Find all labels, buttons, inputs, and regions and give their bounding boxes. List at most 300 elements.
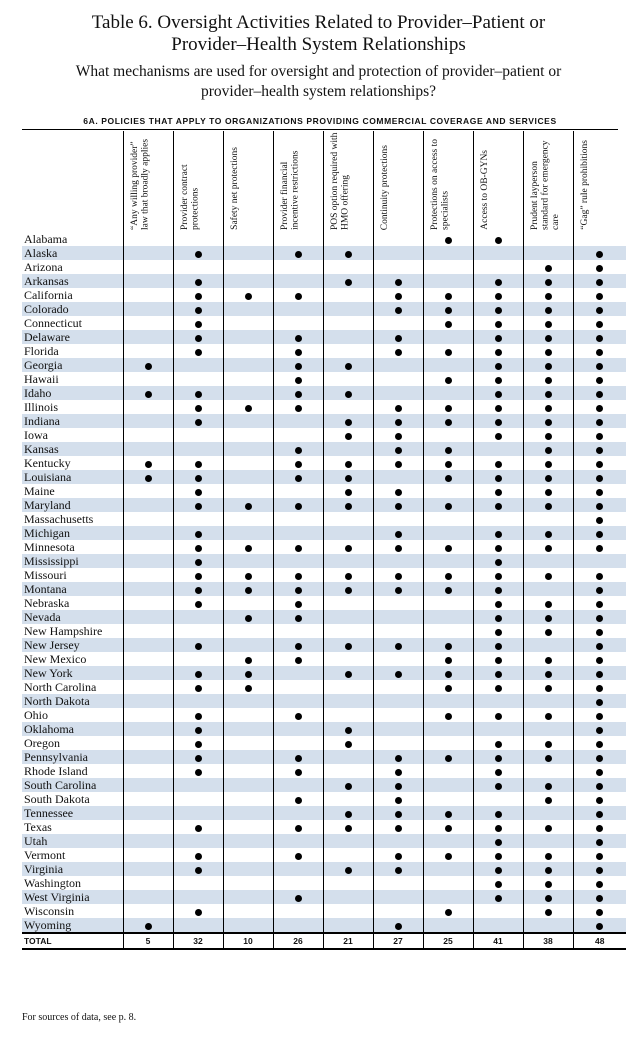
bullet-icon (295, 545, 302, 552)
table-cell (423, 302, 473, 316)
table-cell (373, 456, 423, 470)
table-cell (173, 848, 223, 862)
table-cell (423, 386, 473, 400)
table-cell (123, 876, 173, 890)
bullet-icon (445, 909, 452, 916)
bullet-icon (395, 433, 402, 440)
table-row (22, 302, 626, 316)
table-cell (123, 428, 173, 442)
table-cell (473, 694, 523, 708)
table-row (22, 428, 626, 442)
table-cell (523, 848, 573, 862)
bullet-icon (195, 769, 202, 776)
bullet-icon (545, 503, 552, 510)
state-name: West Virginia (22, 890, 123, 904)
bullet-icon (545, 741, 552, 748)
bullet-icon (495, 741, 502, 748)
table-cell (173, 428, 223, 442)
table-cell (373, 442, 423, 456)
bullet-icon (245, 545, 252, 552)
table-cell (523, 708, 573, 722)
bullet-icon (545, 573, 552, 580)
total-label: TOTAL (22, 933, 123, 949)
table-cell (273, 764, 323, 778)
table-cell (323, 666, 373, 680)
bullet-icon (495, 377, 502, 384)
table-cell (173, 638, 223, 652)
state-name: Pennsylvania (22, 750, 123, 764)
bullet-icon (195, 643, 202, 650)
state-name: Texas (24, 820, 52, 834)
bullet-icon (545, 601, 552, 608)
bullet-icon (345, 741, 352, 748)
bullet-icon (195, 335, 202, 342)
table-cell (223, 386, 273, 400)
table-cell (323, 512, 373, 526)
bullet-icon (445, 377, 452, 384)
table-cell (323, 232, 373, 246)
table-cell (123, 358, 173, 372)
table-cell (523, 526, 573, 540)
bullet-icon (295, 391, 302, 398)
table-cell (573, 778, 626, 792)
column-header-2 (223, 131, 273, 232)
state-name: Iowa (24, 428, 48, 442)
table-cell (573, 722, 626, 736)
table-cell (473, 512, 523, 526)
table-cell (173, 540, 223, 554)
table-cell (473, 680, 523, 694)
table-cell (423, 372, 473, 386)
table-cell (223, 414, 273, 428)
bullet-icon (395, 587, 402, 594)
table-cell (573, 862, 626, 876)
bullet-icon (596, 503, 603, 510)
table-cell (373, 750, 423, 764)
table-body (22, 232, 626, 949)
table-cell (373, 428, 423, 442)
table-cell (473, 288, 523, 302)
bullet-icon (495, 853, 502, 860)
table-cell (173, 596, 223, 610)
table-cell (573, 792, 626, 806)
bullet-icon (495, 545, 502, 552)
table-cell (523, 330, 573, 344)
table-cell (123, 918, 173, 933)
bullet-icon (545, 293, 552, 300)
table-cell (173, 470, 223, 484)
bullet-icon (596, 335, 603, 342)
bullet-icon (596, 755, 603, 762)
table-cell (323, 568, 373, 582)
table-cell (373, 330, 423, 344)
bullet-icon (395, 671, 402, 678)
bullet-icon (445, 545, 452, 552)
table-cell (473, 232, 523, 246)
table-cell (373, 344, 423, 358)
column-header-label: Safety net protections (229, 147, 240, 230)
table-cell (373, 414, 423, 428)
table-cell (223, 638, 273, 652)
bullet-icon (345, 643, 352, 650)
table-cell (173, 666, 223, 680)
table-cell (573, 330, 626, 344)
bullet-icon (545, 797, 552, 804)
bullet-icon (495, 895, 502, 902)
table-cell (123, 344, 173, 358)
table-cell (123, 764, 173, 778)
table-cell (323, 596, 373, 610)
policy-table (22, 131, 626, 950)
table-cell (573, 918, 626, 933)
bullet-icon (295, 335, 302, 342)
table-cell (523, 820, 573, 834)
table-row (22, 512, 626, 526)
table-cell (273, 568, 323, 582)
table-cell (523, 316, 573, 330)
column-header-1 (173, 131, 223, 232)
table-cell (223, 862, 273, 876)
table-cell (423, 400, 473, 414)
table-cell (123, 554, 173, 568)
bullet-icon (545, 853, 552, 860)
table-row (22, 918, 626, 933)
bullet-icon (596, 517, 603, 524)
bullet-icon (195, 405, 202, 412)
bullet-icon (445, 419, 452, 426)
table-cell (373, 862, 423, 876)
state-name: Utah (22, 834, 123, 848)
table-row (22, 554, 626, 568)
bullet-icon (195, 755, 202, 762)
state-name: Wyoming (22, 918, 123, 933)
table-cell (123, 400, 173, 414)
table-cell (573, 666, 626, 680)
table-cell (123, 484, 173, 498)
bullet-icon (345, 587, 352, 594)
bullet-icon (596, 923, 603, 930)
table-cell (473, 302, 523, 316)
bullet-icon (395, 853, 402, 860)
table-cell (323, 876, 373, 890)
bullet-icon (395, 867, 402, 874)
state-name: Oregon (24, 736, 60, 750)
table-cell (323, 890, 373, 904)
state-name: Louisiana (22, 470, 123, 484)
bullet-icon (345, 419, 352, 426)
table-cell (473, 470, 523, 484)
state-name: Delaware (22, 330, 123, 344)
table-cell (273, 652, 323, 666)
table-cell (423, 484, 473, 498)
table-cell (423, 918, 473, 933)
table-cell (473, 400, 523, 414)
table-cell (323, 904, 373, 918)
table-cell (323, 918, 373, 933)
table-cell (473, 764, 523, 778)
table-cell (123, 470, 173, 484)
table-cell (223, 512, 273, 526)
table-cell (123, 708, 173, 722)
table-cell (273, 694, 323, 708)
table-cell (473, 708, 523, 722)
table-row (22, 652, 626, 666)
table-cell (173, 344, 223, 358)
bullet-icon (445, 447, 452, 454)
bullet-icon (495, 335, 502, 342)
table-cell (523, 582, 573, 596)
table-cell (123, 722, 173, 736)
bullet-icon (395, 923, 402, 930)
table-cell (373, 624, 423, 638)
table-cell (373, 232, 423, 246)
table-cell (173, 372, 223, 386)
table-cell (473, 890, 523, 904)
table-cell (173, 624, 223, 638)
bullet-icon (596, 853, 603, 860)
bullet-icon (495, 755, 502, 762)
table-cell (473, 610, 523, 624)
table-cell (273, 358, 323, 372)
bullet-icon (596, 699, 603, 706)
table-cell (423, 666, 473, 680)
table-cell (273, 610, 323, 624)
total-value: 10 (223, 933, 273, 949)
table-cell (223, 302, 273, 316)
table-cell (573, 638, 626, 652)
bullet-icon (545, 615, 552, 622)
bullet-icon (545, 895, 552, 902)
table-cell (173, 288, 223, 302)
bullet-icon (245, 573, 252, 580)
table-row (22, 638, 626, 652)
state-name: Arkansas (22, 274, 123, 288)
bullet-icon (495, 643, 502, 650)
table-cell (473, 540, 523, 554)
bullet-icon (245, 587, 252, 594)
table-row (22, 582, 626, 596)
table-cell (173, 568, 223, 582)
table-cell (223, 666, 273, 680)
state-name: Rhode Island (24, 764, 88, 778)
table-cell (323, 288, 373, 302)
table-cell (323, 750, 373, 764)
table-cell (223, 274, 273, 288)
table-cell (423, 330, 473, 344)
table-cell (123, 736, 173, 750)
table-cell (523, 288, 573, 302)
bullet-icon (195, 601, 202, 608)
table-cell (523, 792, 573, 806)
bullet-icon (145, 923, 152, 930)
table-cell (523, 778, 573, 792)
table-cell (123, 540, 173, 554)
table-cell (173, 736, 223, 750)
table-cell (373, 386, 423, 400)
table-cell (473, 568, 523, 582)
table-cell (573, 568, 626, 582)
section-heading: 6A. POLICIES THAT APPLY TO ORGANIZATIONS PROVIDING COMMERCIAL COVERAGE AND SERVICES (83, 116, 557, 126)
table-cell (373, 302, 423, 316)
table-cell (473, 582, 523, 596)
table-cell (473, 806, 523, 820)
bullet-icon (195, 349, 202, 356)
table-cell (373, 806, 423, 820)
table-cell (223, 890, 273, 904)
column-header-row (22, 131, 626, 232)
table-cell (273, 806, 323, 820)
table-cell (573, 246, 626, 260)
table-row (22, 260, 626, 274)
table-cell (223, 498, 273, 512)
table-row (22, 568, 626, 582)
bullet-icon (295, 447, 302, 454)
table-cell (373, 260, 423, 274)
table-cell (323, 442, 373, 456)
table-row (22, 498, 626, 512)
bullet-icon (395, 405, 402, 412)
bullet-icon (596, 461, 603, 468)
column-header-8 (523, 131, 573, 232)
bullet-icon (596, 895, 603, 902)
table-cell (473, 792, 523, 806)
bullet-icon (445, 405, 452, 412)
table-cell (373, 470, 423, 484)
table-cell (123, 512, 173, 526)
table-cell (473, 414, 523, 428)
table-cell (573, 540, 626, 554)
table-cell (323, 260, 373, 274)
bullet-icon (345, 391, 352, 398)
bullet-icon (545, 349, 552, 356)
state-name: New Hampshire (24, 624, 103, 638)
table-cell (173, 820, 223, 834)
table-row (22, 890, 626, 904)
table-title (0, 12, 637, 56)
bullet-icon (445, 349, 452, 356)
bullet-icon (596, 531, 603, 538)
table-cell (423, 610, 473, 624)
bullet-icon (495, 629, 502, 636)
table-cell (123, 862, 173, 876)
state-name: New Jersey (22, 638, 123, 652)
table-cell (123, 596, 173, 610)
table-cell (573, 694, 626, 708)
bullet-icon (295, 615, 302, 622)
bullet-icon (445, 657, 452, 664)
state-name: Kentucky (24, 456, 71, 470)
table-row (22, 750, 626, 764)
table-row (22, 232, 626, 246)
table-cell (473, 624, 523, 638)
bullet-icon (596, 377, 603, 384)
table-cell (423, 442, 473, 456)
table-cell (573, 484, 626, 498)
table-cell (273, 834, 323, 848)
table-cell (273, 330, 323, 344)
bullet-icon (545, 909, 552, 916)
title-line-2: Provider–Health System Relationships (171, 34, 466, 55)
bullet-icon (195, 573, 202, 580)
bullet-icon (345, 671, 352, 678)
total-value: 38 (523, 933, 573, 949)
state-name: Alaska (22, 246, 123, 260)
table-cell (523, 470, 573, 484)
bullet-icon (395, 293, 402, 300)
bullet-icon (245, 293, 252, 300)
table-cell (473, 330, 523, 344)
table-cell (223, 372, 273, 386)
bullet-icon (596, 587, 603, 594)
state-name: Virginia (22, 862, 123, 876)
bullet-icon (195, 251, 202, 258)
bullet-icon (545, 671, 552, 678)
table-cell (523, 302, 573, 316)
bullet-icon (395, 461, 402, 468)
table-cell (173, 554, 223, 568)
bullet-icon (245, 503, 252, 510)
table-cell (223, 680, 273, 694)
table-cell (123, 456, 173, 470)
bullet-icon (596, 391, 603, 398)
bullet-icon (195, 475, 202, 482)
state-name: South Carolina (22, 778, 123, 792)
table-cell (573, 442, 626, 456)
state-name: Montana (22, 582, 123, 596)
table-cell (273, 302, 323, 316)
table-cell (123, 232, 173, 246)
table-cell (123, 680, 173, 694)
table-cell (423, 862, 473, 876)
table-cell (273, 386, 323, 400)
bullet-icon (445, 587, 452, 594)
bullet-icon (245, 615, 252, 622)
bullet-icon (495, 671, 502, 678)
table-cell (223, 316, 273, 330)
bullet-icon (596, 447, 603, 454)
table-cell (223, 288, 273, 302)
table-cell (573, 302, 626, 316)
bullet-icon (345, 811, 352, 818)
state-name: Minnesota (24, 540, 75, 554)
bullet-icon (295, 377, 302, 384)
bullet-icon (195, 321, 202, 328)
table-cell (423, 806, 473, 820)
state-name: Nebraska (24, 596, 70, 610)
table-cell (223, 806, 273, 820)
bullet-icon (596, 307, 603, 314)
bullet-icon (495, 713, 502, 720)
table-cell (523, 764, 573, 778)
table-row (22, 330, 626, 344)
table-cell (323, 610, 373, 624)
table-cell (123, 904, 173, 918)
table-cell (323, 680, 373, 694)
table-cell (173, 456, 223, 470)
table-cell (573, 750, 626, 764)
bullet-icon (195, 489, 202, 496)
bullet-icon (495, 657, 502, 664)
table-cell (173, 750, 223, 764)
table-cell (323, 358, 373, 372)
bullet-icon (245, 671, 252, 678)
bullet-icon (596, 685, 603, 692)
state-name: Alabama (24, 232, 68, 246)
table-cell (123, 316, 173, 330)
table-cell (423, 428, 473, 442)
table-cell (423, 834, 473, 848)
table-cell (573, 876, 626, 890)
